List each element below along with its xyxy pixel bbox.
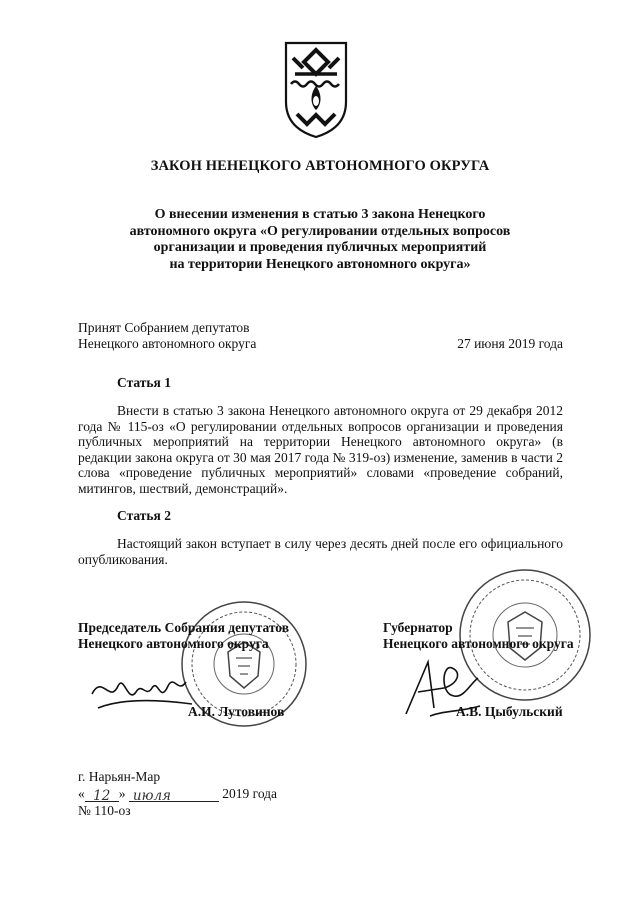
adopted-line: Принят Собранием депутатов xyxy=(78,320,250,335)
article-1-title: Статья 1 xyxy=(117,375,171,390)
footer-year: 2019 года xyxy=(222,786,278,801)
governor-name: А.В. Цыбульский xyxy=(456,704,563,719)
law-title: ЗАКОН НЕНЕЦКОГО АВТОНОМНОГО ОКРУГА xyxy=(150,158,490,174)
governor-position-line: Губернатор xyxy=(383,620,453,635)
article-2-title: Статья 2 xyxy=(117,508,171,523)
subject-line: О внесении изменения в статью 3 закона Ненецкого xyxy=(154,207,486,222)
chair-position-line: Председатель Собрания депутатов xyxy=(78,620,290,635)
quote-close: » xyxy=(118,786,126,801)
footer-month: июля xyxy=(129,788,219,802)
chair-position xyxy=(78,620,289,652)
chair-position-line: Ненецкого автономного округа xyxy=(78,636,269,651)
subject-line: на территории Ненецкого автономного округа» xyxy=(169,256,471,272)
chair-name: А.И. Лутовинов xyxy=(188,704,285,719)
law-subject xyxy=(110,207,530,273)
footer-day: 12 xyxy=(85,788,119,802)
adopted-by xyxy=(78,320,256,352)
article-2-text: Настоящий закон вступает в силу через десять дней после его официального опубликования. xyxy=(78,536,563,567)
governor-position xyxy=(383,620,574,652)
subject-line: организации и проведения публичных мероприятий xyxy=(153,240,487,255)
coat-of-arms-icon xyxy=(283,40,349,140)
signature-icon xyxy=(88,664,198,720)
adopted-date: 27 июня 2019 года xyxy=(457,336,563,351)
article-1-text: Внести в статью 3 закона Ненецкого автономного округа от 29 декабря 2012 года № 115-оз «О регулировании отдельных вопросов организации и проведения публичных мероприятий на территории Ненецкого автономного округа» (в редакции закона округа от 30 мая 2017 года № 319-оз) изменение, заменив в части 2 слова «проведение публичных мероприятий» словами «проведение собраний, митингов, шествий, демонстраций». xyxy=(78,403,563,496)
footer-date xyxy=(78,786,277,802)
law-number: № 110-оз xyxy=(78,803,131,818)
adopted-line: Ненецкого автономного округа xyxy=(78,336,257,351)
footer-city: г. Нарьян-Мар xyxy=(78,769,161,784)
governor-position-line: Ненецкого автономного округа xyxy=(383,636,574,651)
subject-line: автономного округа «О регулировании отдельных вопросов xyxy=(129,223,511,239)
quote-open: « xyxy=(78,786,85,801)
